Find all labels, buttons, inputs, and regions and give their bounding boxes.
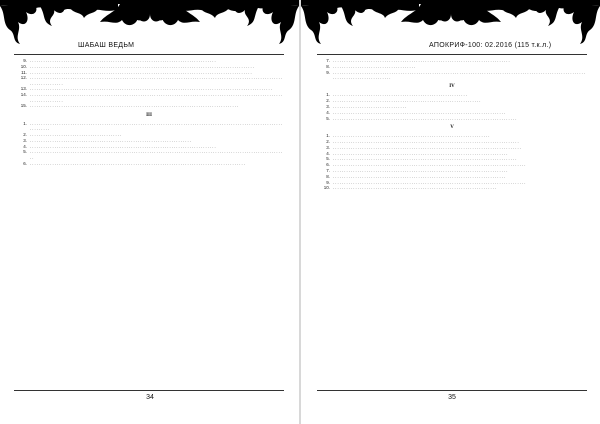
verse-number: 15. xyxy=(20,103,27,109)
footer-rule xyxy=(14,390,284,391)
verse-paragraph xyxy=(319,180,585,185)
verse-paragraph xyxy=(319,162,585,167)
verse-text: . . . . . . . . . . . . . . . . . . . . . . . . . . . . . . . . . . . . . . . . . . . . . . . . . . . . . . . . . . . . . . . . . . . . . . . . . . . . . . . . . . . . . . . . . . . . . . . . . . . . . . . . . . . . . . . . . . . . . . . . . xyxy=(30,120,282,132)
verse-number: 13. xyxy=(20,86,27,92)
verse-paragraph xyxy=(319,98,585,103)
verse-number: 4. xyxy=(23,143,27,149)
verse-text: . . . . . . . . . . . . . . . . . . . . . . . . . . . . . . . . . . . . . xyxy=(333,63,416,69)
footer-rule xyxy=(317,390,587,391)
verse-text: . . . . . . . . . . . . . . . . . . . . . . . . . . . . . . . . . . . . . . . . . . . . . . . . . . . . . . . . . . . . xyxy=(333,92,467,98)
verse-text: . . . . . . . . . . . . . . . . . . . . . . . . . . . . . . . . . . . . . . . . . . . . . . . . . . . . . . . . . . . . . . . . . . . . . . . . . . . . . . . xyxy=(333,58,510,63)
verse-number: 2. xyxy=(326,98,330,104)
section-heading: IV xyxy=(449,84,455,90)
verse-paragraph xyxy=(16,103,282,108)
verse-number: 2. xyxy=(326,139,330,145)
verse-paragraph xyxy=(16,58,282,63)
verse-number: 5. xyxy=(23,149,27,155)
right-page xyxy=(301,0,600,424)
verse-text: . . . . . . . . . . . . . . . . . . . . . . . . . . . . . . . . . . . . . . . . . . . . . . . . . . . . . . . . . . . . . . . . . . . . . . . . . . . . . . . . . . . . . . . . . . . . . . . . . . . . . . . . . . . . . . . . . . . . . . . . . . . . . . . xyxy=(30,92,282,103)
verse-paragraph xyxy=(16,92,282,103)
header-rule xyxy=(14,54,284,55)
verse-text: . . . . . . . . . . . . . . . . . . . . . . . . . . . . . . . . . . . . . . . . . . . . . . . . . . . . . . . . . . . . . . . . . . . . . . . . . . . . . . . . . . xyxy=(333,156,517,162)
verse-text: . . . . . . . . . . . . . . . . . . . . . . . . . . . . . . . . . . . . . . . . . . . . . . . . . . . . . . . . . . . . . . . . . . . . . . . . . . . . . . . . . . . . . . . . . . . . . . . . . . . xyxy=(30,69,252,75)
verse-text: . . . . . . . . . . . . . . . . . . . . . . . . . . . . . . . . . . . . . . . . . . . . . . . . . . . . . . . . . . . . . . . . . . . . . . . . . . . . . . . . . . . . . . . . . . . . . . . . . . . . xyxy=(30,63,254,69)
verse-paragraph xyxy=(16,138,282,143)
verse-paragraph xyxy=(16,70,282,75)
verse-paragraph xyxy=(319,185,585,190)
verse-paragraph xyxy=(16,75,282,86)
verse-number: 2. xyxy=(23,132,27,138)
verse-text: . . . . . . . . . . . . . . . . . . . . . . . . . . . . . . . . . . . . . . . . . . . . . . . . . . . . . . . . . . . . . . . . . . . . . . . . . . . . . . . . . . . . . . . . . . . . . . . . . . . . . . . . . . . . . . . . . . xyxy=(30,149,282,160)
verse-text: . . . . . . . . . . . . . . . . . . . . . . . . . . . . . . . . . . . . . . . . . . . . . . . . . . . . . . . . . . . . . . . . . . . . . . . . . . . . . . . . . . . . . . xyxy=(333,179,526,185)
verse-text: . . . . . . . . . . . . . . . . . . . . . . . . . . . . . . . . . . . . . . . . . . . . . . . . . . . . . . . . . . . . . . . . . . . . . . . . . . . . . . xyxy=(333,168,508,174)
verse-paragraph xyxy=(319,156,585,161)
verse-number: 1. xyxy=(326,92,330,98)
verse-paragraph xyxy=(16,149,282,160)
verse-text: . . . . . . . . . . . . . . . . . . . . . . . . . . . . . . . . . . . . . . . . . xyxy=(30,132,122,138)
verse-number: 5. xyxy=(326,156,330,162)
verse-text: . . . . . . . . . . . . . . . . . . . . . . . . . . . . . . . . . . . . . . . . . . . . . . . . . . . . . . . . . . . . . . . . . . . . . . . . . . . . . . . . . . . . . . . . . . . . . . . . xyxy=(30,160,245,166)
verse-number: 3. xyxy=(23,137,27,143)
verse-text: . . . . . . . . . . . . . . . . . . . . . . . . . . . . . . . . . . . . . . . . . . . . . . . . . . . . . . . . . . . . . . . . . . . . . . . . . . . . . . . . . . . . . . . . . . . . . . . . . . . . . . . . . . . . . . . . . . . . . . . . . . . . . . . . . . . . . . . . . . xyxy=(333,69,585,80)
verse-number: 10. xyxy=(323,185,330,191)
section-heading: V xyxy=(450,124,454,130)
verse-text: . . . . . . . . . . . . . . . . . . . . . . . . . . . . . . . . . . . . . . . . . . . . . . . . . . . . . . . . . . . . . . . . . . . . . . . . . . . . . . . . . . . . xyxy=(333,144,521,150)
verse-number: 8. xyxy=(326,63,330,69)
verse-paragraph xyxy=(16,132,282,137)
verse-number: 6. xyxy=(326,162,330,168)
verse-number: 6. xyxy=(23,160,27,166)
verse-number: 10. xyxy=(20,63,27,69)
verse-number: 11. xyxy=(21,69,27,75)
verse-paragraph xyxy=(319,64,585,69)
verse-number: 3. xyxy=(326,144,330,150)
verse-text: . . . . . . . . . . . . . . . . . . . . . . . . . . . . . . . . . . . . . . . . . . . . . . . . . . . . . . . . . . . . . . . . . . . . . . . . . . . . . . . . . . . xyxy=(333,139,519,145)
verse-paragraph xyxy=(16,161,282,166)
verse-text: . . . . . . . . . . . . . . . . . . . . . . . . . . . . . . . . . . . . . . . . . . . . . . . . . . . . . . . . . . . . . . . . . . . . . . . . . . . . . . . . . . . xyxy=(30,143,216,149)
page-body xyxy=(319,58,585,386)
verse-paragraph xyxy=(319,92,585,97)
verse-paragraph xyxy=(16,86,282,91)
verse-text: . . . . . . . . . . . . . . . . . . . . . . . . . . . . . . . . . . . . . . . . . . . . . . . . . . . . . . . . . . . . . . . . . . . . . . . . . . . . . xyxy=(333,173,506,179)
verse-text: . . . . . . . . . . . . . . . . . . . . . . . . . . . . . . . . . . . . . . . . . . . . . . . . . . . . . . . . . . . . . . . . . . . . . . . . . . . . . . . . . . . . . . . . . . . . . . . . . . . . . . . . . . . . . . . . . . . . . . . . . . . . . . . xyxy=(30,75,282,86)
verse-number: 8. xyxy=(326,173,330,179)
verse-text: . . . . . . . . . . . . . . . . . . . . . . . . . . . . . . . . . . . . . . . . . . . . . . . . . . . . . . . . . . . . . . . . . . . . . . . . . . . . . . xyxy=(333,150,508,156)
verse-paragraph xyxy=(319,116,585,121)
section-heading: III xyxy=(146,112,152,118)
verse-number: 4. xyxy=(326,150,330,156)
verse-number: 4. xyxy=(326,109,330,115)
verse-number: 3. xyxy=(326,104,330,110)
verse-paragraph xyxy=(16,64,282,69)
verse-text: . . . . . . . . . . . . . . . . . . . . . . . . . . . . . . . . . . . . . . . . . . . . . . . . . . . . . . . . . . . . . . . . . . . . . . . . . . . . . . . . . . . . . . . . . . . . . xyxy=(30,103,239,109)
verse-paragraph xyxy=(16,121,282,132)
verse-paragraph xyxy=(319,174,585,179)
verse-paragraph xyxy=(319,133,585,138)
verse-paragraph xyxy=(16,144,282,149)
running-head: ШАБАШ ВЕДЬМ xyxy=(78,42,135,49)
page-number: 35 xyxy=(448,394,456,401)
running-head: АПОКРИФ-100: 02.2016 (115 т.к.л.) xyxy=(429,42,552,49)
verse-text: . . . . . . . . . . . . . . . . . . . . . . . . . . . . . . . . . . . . . . . . . . . . . . . . . . . . . . . . . . . . . . . . . . . . . . xyxy=(333,133,490,139)
verse-number: 5. xyxy=(326,115,330,121)
verse-text: . . . . . . . . . . . . . . . . . . . . . . . . . . . . . . . . . . . . . . . . . . . . . . . . . . . . . . . . . . . . . . . . . . . . . . . . xyxy=(30,137,191,143)
page-number: 34 xyxy=(146,394,154,401)
verse-number: 14. xyxy=(20,92,27,98)
verse-paragraph xyxy=(319,58,585,63)
verse-paragraph xyxy=(319,110,585,115)
verse-paragraph xyxy=(319,139,585,144)
verse-number: 9. xyxy=(326,179,330,185)
left-page xyxy=(0,0,299,424)
verse-paragraph xyxy=(319,145,585,150)
verse-number: 9. xyxy=(326,69,330,75)
verse-text: . . . . . . . . . . . . . . . . . . . . . . . . . . . . . . . . . . . . . . . . . . . . . . . . . . . . . . . . . . . . . . . . . . . . . . . . . . . . . . . . . . . . . . . . . . . . . . . . . . . . . . . . . . . . xyxy=(30,86,272,92)
verse-text: . . . . . . . . . . . . . . . . . . . . . . . . . . . . . . . . . . . . . . . . . . . . . . . . . . . . . . . . . . . . . . . . . . . . . . . . . . . . . xyxy=(333,109,506,115)
verse-number: 1. xyxy=(326,133,330,139)
verse-text: . . . . . . . . . . . . . . . . . . . . . . . . . . . . . . . . . . . . . . . . . . . . . . . . . . . . . . . . . . . . . . . . . . xyxy=(333,98,481,104)
verse-text: . . . . . . . . . . . . . . . . . . . . . . . . . . . . . . . . . . . . . . . . . . . . . . . . . . . . . . . . . . . . . . . . . . . . . . . . . . . . . . . . . . . . . . xyxy=(333,162,526,168)
verse-number: 9. xyxy=(23,58,27,63)
verse-paragraph xyxy=(319,151,585,156)
verse-number: 1. xyxy=(23,120,27,126)
verse-number: 12. xyxy=(20,75,27,81)
verse-text: . . . . . . . . . . . . . . . . . . . . . . . . . . . . . . . . . xyxy=(333,104,407,110)
verse-number: 7. xyxy=(326,168,330,174)
verse-paragraph xyxy=(319,168,585,173)
verse-paragraph xyxy=(319,104,585,109)
verse-paragraph xyxy=(319,70,585,81)
page-body xyxy=(16,58,282,386)
verse-number: 7. xyxy=(326,58,330,63)
verse-text: . . . . . . . . . . . . . . . . . . . . . . . . . . . . . . . . . . . . . . . . . . . . . . . . . . . . . . . . . . . . . . . . . . . . . . . . . . . . . . . . . . . xyxy=(30,58,216,63)
verse-text: . . . . . . . . . . . . . . . . . . . . . . . . . . . . . . . . . . . . . . . . . . . . . . . . . . . . . . . . . . . . . . . . . . . . . . . . . . . . . . . . . . xyxy=(333,115,517,121)
verse-text: . . . . . . . . . . . . . . . . . . . . . . . . . . . . . . . . . . . . . . . . . . . . . . . . . . . . . . . . . . . . . . . . . . . . . . . . . xyxy=(333,185,497,191)
header-rule xyxy=(317,54,587,55)
